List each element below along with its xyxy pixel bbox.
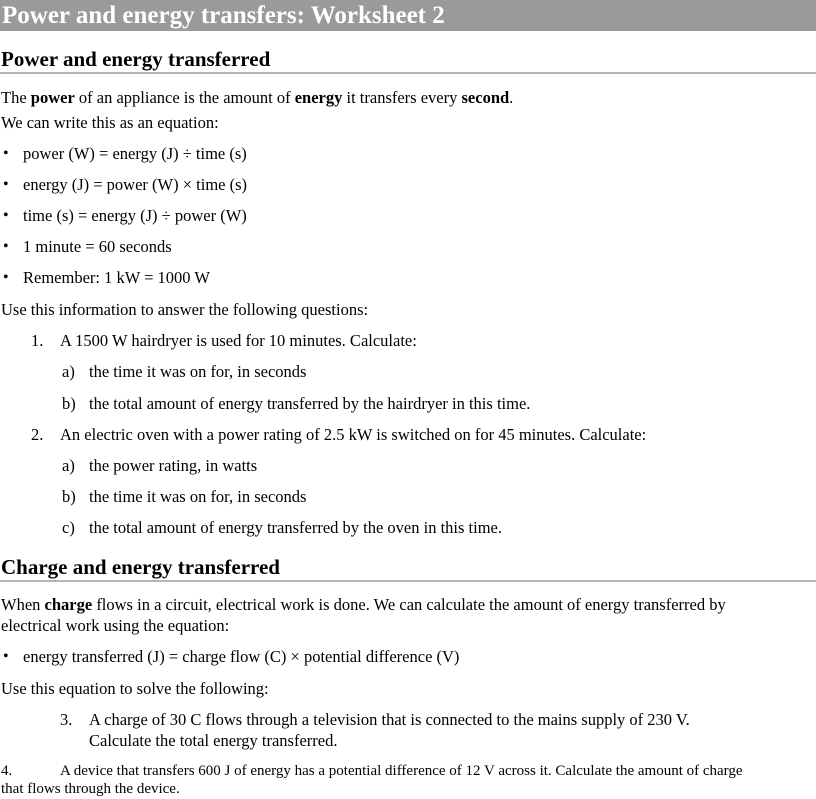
bullet-minute-conversion: 1 minute = 60 seconds (23, 237, 172, 256)
equation-instructions: Use this equation to solve the following: (1, 679, 269, 698)
bullet-power-equation: power (W) = energy (J) ÷ time (s) (23, 144, 247, 163)
question-number: 3. (60, 710, 73, 729)
part-label: b) (62, 394, 76, 413)
question-4-line-1: A device that transfers 600 J of energy has a potential difference of 12 V across it. Calculate the amount of charge (60, 763, 743, 779)
bullet-energy-equation: energy (J) = power (W) × time (s) (23, 175, 248, 194)
part-label: a) (62, 456, 75, 475)
question-3-line-1: A charge of 30 C flows through a television that is connected to the mains supply of 230 V. (89, 710, 690, 729)
question-1-text: A 1500 W hairdryer is used for 10 minutes. Calculate: (60, 331, 417, 350)
question-number: 4. (1, 763, 13, 779)
question-2b-text: the time it was on for, in seconds (89, 487, 307, 506)
bullet-dot: • (3, 238, 9, 255)
question-4-line-2: that flows through the device. (1, 781, 180, 797)
worksheet-title: Power and energy transfers: Worksheet 2 (0, 0, 816, 31)
instructions-text: Use this information to answer the following questions: (1, 300, 369, 319)
question-1b-text: the total amount of energy transferred by the hairdryer in this time. (89, 394, 531, 413)
question-2c-text: the total amount of energy transferred by the oven in this time. (89, 518, 502, 537)
question-2-text: An electric oven with a power rating of 2.5 kW is switched on for 45 minutes. Calculate: (60, 425, 647, 444)
question-number: 1. (31, 331, 44, 350)
charge-intro-line-1: When charge flows in a circuit, electrical work is done. We can calculate the amount of energy transferred by (1, 595, 726, 614)
bullet-dot: • (3, 207, 9, 224)
question-2a-text: the power rating, in watts (89, 456, 258, 475)
power-definition: The power of an appliance is the amount of energy it transfers every second. (1, 88, 514, 107)
bullet-energy-charge-equation: energy transferred (J) = charge flow (C) × potential difference (V) (23, 647, 460, 666)
bullet-time-equation: time (s) = energy (J) ÷ power (W) (23, 206, 247, 225)
bullet-dot: • (3, 648, 9, 665)
bullet-dot: • (3, 176, 9, 193)
charge-intro-line-2: electrical work using the equation: (1, 616, 230, 635)
question-number: 2. (31, 425, 44, 444)
bullet-dot: • (3, 269, 9, 286)
question-1a-text: the time it was on for, in seconds (89, 362, 307, 381)
section-heading-charge: Charge and energy transferred (0, 554, 816, 582)
part-label: b) (62, 487, 76, 506)
part-label: c) (62, 518, 75, 537)
part-label: a) (62, 362, 75, 381)
bullet-dot: • (3, 145, 9, 162)
section-heading-power: Power and energy transferred (0, 46, 816, 74)
question-3-line-2: Calculate the total energy transferred. (89, 731, 338, 750)
equation-intro: We can write this as an equation: (1, 113, 219, 132)
bullet-kw-conversion: Remember: 1 kW = 1000 W (23, 268, 210, 287)
